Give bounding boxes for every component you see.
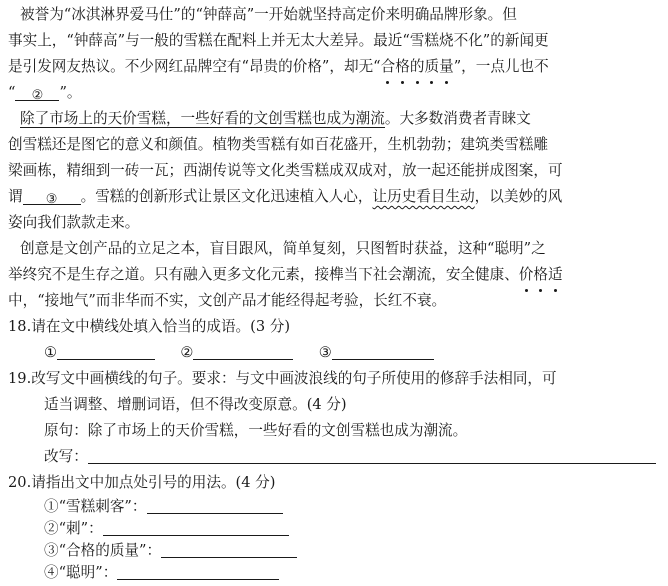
- passage-text: 梁画栋，精细到一砖一瓦；西湖传说等文化类雪糕成双成对，放一起还能拼成图案，可: [8, 162, 563, 179]
- answer-field-20-2[interactable]: [103, 518, 289, 536]
- question-18: [8, 314, 660, 340]
- answer-marker: ③: [318, 344, 332, 361]
- passage-text: 举终究不是生存之道。只有融入更多文化元素，接榫当下社会潮流，安全健康、: [8, 266, 519, 283]
- question-number: 20.: [8, 474, 32, 491]
- question-text: 适当调整、增删词语，但不得改变原意。(4 分): [44, 396, 347, 413]
- question-text: 请指出文中加点处引号的用法。(4 分): [31, 474, 276, 491]
- question-text: 请在文中横线处填入恰当的成语。(3 分): [31, 318, 291, 335]
- question-19-rewrite: [44, 444, 660, 470]
- answer-field-20-4[interactable]: [117, 562, 279, 580]
- passage-text: 被誉为“冰淇淋界爱马仕”的“钟薛高”一开始就坚持高定价来明确品牌形象。但: [20, 6, 517, 23]
- passage-text: 创意是文创产品的立足之本，盲目跟风，简单复刻，只图暂时获益，这种“聪明”之: [20, 240, 546, 257]
- original-sentence: 原句：除了市场上的天价雪糕，一些好看的文创雪糕也成为潮流。: [44, 422, 468, 439]
- blank-marker: ②: [31, 88, 44, 103]
- emphasis-dot-char: 量: [439, 54, 454, 80]
- rewrite-field[interactable]: [88, 446, 656, 464]
- item-label: ④“聪明”：: [44, 564, 118, 581]
- answer-field-2[interactable]: [193, 342, 293, 360]
- item-label: ③“合格的质量”：: [44, 542, 162, 559]
- passage-text: ”，一点儿也不: [453, 58, 549, 75]
- question-20-item: [44, 560, 660, 581]
- question-20: [8, 470, 660, 496]
- passage-line: [20, 236, 660, 262]
- question-18-answers: [44, 340, 660, 366]
- wavy-underlined-sentence: 让历史看目生动: [372, 188, 475, 205]
- emphasis-dot-char: 格: [395, 54, 410, 80]
- passage-line: [20, 106, 660, 132]
- question-19: [8, 366, 660, 392]
- emphasis-dot-char: 价: [519, 262, 534, 288]
- passage-text: 姿向我们款款走来。: [8, 214, 140, 231]
- question-19-original: [44, 418, 660, 444]
- passage-line: [20, 2, 660, 28]
- underlined-sentence: 除了市场上的天价雪糕，一些好看的文创雪糕也成为潮流: [20, 110, 385, 127]
- passage-line: [8, 80, 660, 106]
- passage-line: [8, 54, 660, 80]
- answer-blank-3[interactable]: [23, 187, 81, 205]
- emphasis-dot-char: 合: [381, 54, 396, 80]
- answer-field-20-1[interactable]: [147, 496, 283, 514]
- emphasis-dot-char: 的: [410, 54, 425, 80]
- passage-text: ，以美妙的风: [474, 188, 563, 205]
- item-label: ①“雪糕刺客”：: [44, 498, 147, 515]
- passage-text: ”。: [59, 84, 82, 101]
- answer-field-3[interactable]: [332, 342, 434, 360]
- question-19-cont: [44, 392, 660, 418]
- passage-text: 。大多数消费者青睐文: [384, 110, 531, 127]
- blank-marker: ③: [45, 192, 58, 207]
- question-number: 19.: [8, 370, 32, 387]
- passage-line: [8, 28, 660, 54]
- passage-line: [8, 184, 660, 210]
- passage-line: [8, 132, 660, 158]
- passage-text: 事实上，“钟薛高”与一般的雪糕在配料上并无太大差异。最近“雪糕烧不化”的新闻更: [8, 32, 549, 49]
- passage-text: 谓: [8, 188, 23, 205]
- passage-line: [8, 210, 660, 236]
- passage-line: [8, 262, 660, 288]
- rewrite-label: 改写：: [44, 448, 88, 465]
- passage-text: 创雪糕还是图它的意义和颜值。植物类雪糕有如百花盛开，生机勃勃；建筑类雪糕雕: [8, 136, 548, 153]
- item-label: ②“刺”：: [44, 520, 103, 537]
- passage-text: “: [8, 84, 16, 101]
- passage-text: 中，“接地气”而非华而不实，文创产品才能经得起考验，长红不衰。: [8, 292, 447, 309]
- answer-blank-2[interactable]: [15, 83, 59, 101]
- emphasis-dot-char: 质: [424, 54, 439, 80]
- emphasis-dot-char: 适: [548, 262, 563, 288]
- answer-field-20-3[interactable]: [161, 540, 297, 558]
- answer-field-1[interactable]: [57, 342, 155, 360]
- passage-text: 是引发网友热议。不少网红品牌空有“昂贵的价格”，却无“: [8, 58, 381, 75]
- passage-line: [8, 158, 660, 184]
- question-text: 改写文中画横线的句子。要求：与文中画波浪线的句子所使用的修辞手法相同，可: [31, 370, 557, 387]
- answer-marker: ①: [44, 344, 58, 361]
- question-number: 18.: [8, 318, 32, 335]
- passage-text: 。雪糕的创新形式让景区文化迅速植入人心，: [80, 188, 373, 205]
- answer-marker: ②: [180, 344, 194, 361]
- emphasis-dot-char: 格: [533, 262, 548, 288]
- passage-line: [8, 288, 660, 314]
